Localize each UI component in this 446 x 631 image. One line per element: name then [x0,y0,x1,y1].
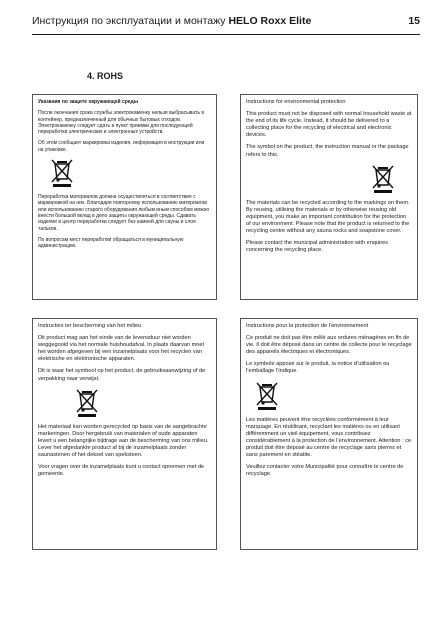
box-paragraph-1: После окончания срока службы электрокаменку нельзя выбрасывать в контейнер, предназначенный для обычных бытовых отходов. Электрокаменку следует сдать в пункт приемки для последующей переработки электрических и электронных устройств. [38,110,205,136]
box-title: Instructions pour la protection de l’environnement [246,323,369,329]
weee-crossed-bin-icon [76,388,98,418]
weee-crossed-bin-icon [256,381,278,411]
box-paragraph-2: Le symbole apposé sur le produit, la notice d’utilisation ou l’emballage l’indique. [246,361,390,375]
title-prefix: Инструкция по эксплуатации и монтажу [32,15,226,27]
box-title: Указания по защите окружающей среды [38,99,139,105]
title-brand: HELO Roxx Elite [228,15,312,27]
box-title: Instructies ter bescherming van het milieu [38,323,142,329]
box-russian [32,94,217,300]
page-number: 15 [408,15,420,27]
box-french [240,318,418,550]
box-paragraph-3: The materials can be recycled according to the markings on them. By reusing, utilising the materials or by otherwise reusing old equipment, you make an important contribution for the protection of our environment. Please note that the product is returned to the recycling centre without any sauna rocks and soapstone cover. [246,199,410,235]
weee-crossed-bin-icon [51,158,73,188]
box-paragraph-1: Dit product mag aan het einde van de levensduur niet worden weggegooid via het normale huishoudafval. In plaats daarvan moet het worden afgegeven bij een inzamelplaats voor het recyclen van elektrische en elektronische apparaten. [38,335,205,363]
box-paragraph-2: Dit is waar het symbool op het product, de gebruiksaanwijzing of de verpakking naar verwijst. [38,368,206,382]
box-paragraph-4: Voor vragen over de inzamelplaats kunt u contact opnemen met de gemeente. [38,464,205,478]
section-title: 4. ROHS [87,71,124,81]
box-paragraph-4: По вопросам мест переработки обращаться в муниципальную администрацию. [38,236,184,250]
page-header [32,15,420,31]
document-title [32,15,311,27]
box-paragraph-4: Veuillez contacter votre Municipalité pour connaître le centre de recyclage. [246,464,404,478]
box-paragraph-2: Об этом сообщает маркировка изделия, информация в инструкции или на упаковке. [38,140,205,153]
box-paragraph-3: Het materiaal kan worden gerecycled op basis van de aangebrachte markeringen. Door hergebruik van materialen of oude apparaten levert u een belangrijke bijdrage aan de bescherming van ons milieu. Lever het afgedankte product af bij de inzamelplaats zonder saunastenen of het deksel van speksteen. [38,423,209,459]
box-paragraph-3: Переработка материалов должна осуществляться в соответствие с маркировкой на них. Благодаря повторному использованию материалов или использованию старого оборудования любым иным способом можно внести большой вклад в дело защиты окружающей среды. Сдавать изделие в центр переработки следует без камней для сауны и слоя тальков. [38,194,210,232]
weee-crossed-bin-icon [372,164,394,194]
box-paragraph-3: Les matières peuvent être recyclées conformément à leur marquage. En réutilisant, recyclant les matières ou en utilisant différemment un vieil équipement, vous contribuez considérablement à la protection de l’environnement. Attention : ce produit doit être déposé au centre de recyclage sans pierres et sans parement en stéatite. [246,416,412,459]
box-paragraph-1: Ce produit ne doit pas être mêlé aux ordures ménagères en fin de vie. Il doit être déposé dans un centre de collecte pour le recyclage des appareils électriques et électroniques. [246,335,412,356]
box-paragraph-1: This product must not be disposed with normal household waste at the end of its life cycle. Instead, it should be delivered to a collecting place for the recycling of electrical and electronic devices. [246,111,412,139]
box-paragraph-4: Please contact the municipal administration with enquires concerning the recycling place. [246,240,389,254]
box-title: Instructions for environmental protection [246,99,346,105]
box-paragraph-2: The symbol on the product, the instruction manual or the package refers to this. [246,144,409,158]
box-dutch [32,318,217,550]
header-divider [32,34,420,35]
box-english [240,94,418,300]
